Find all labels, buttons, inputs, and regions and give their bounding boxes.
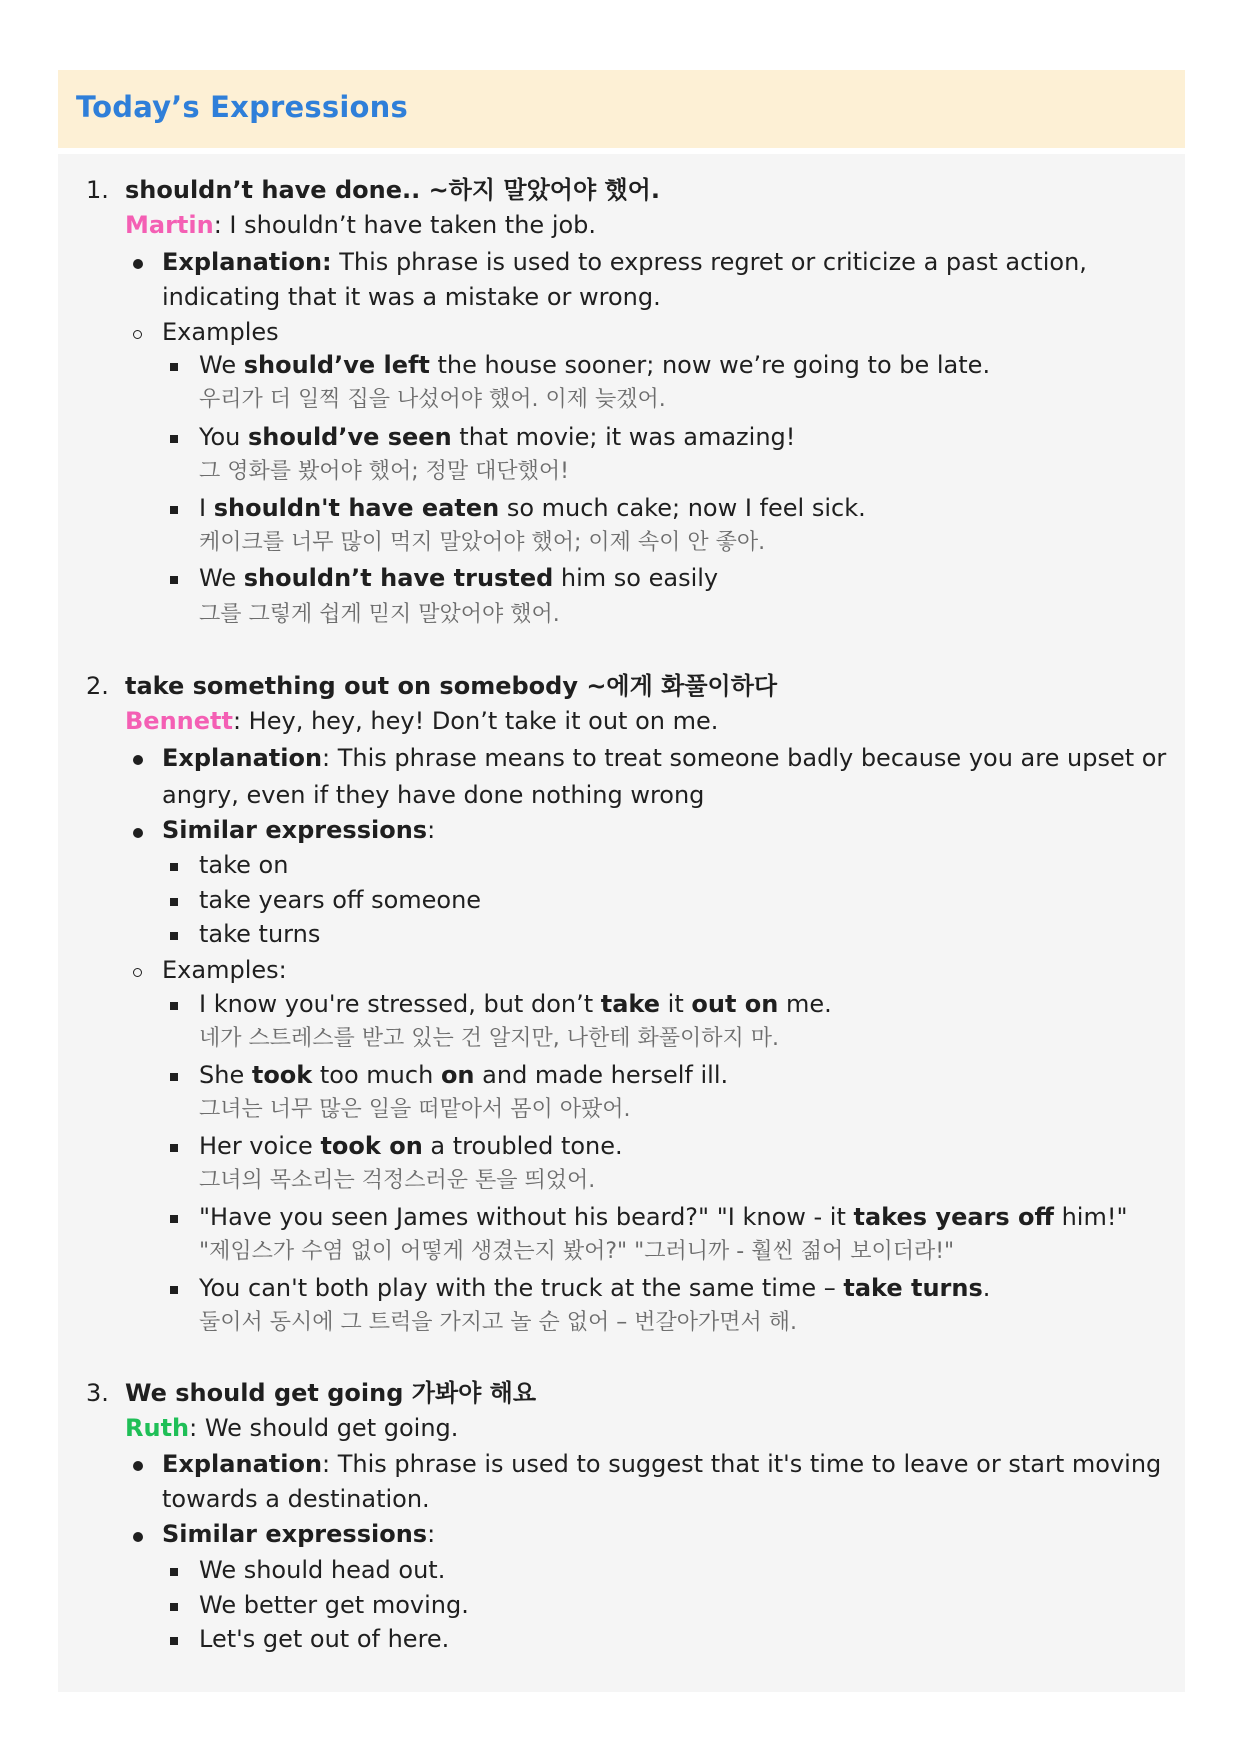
example-sentence: I know you're stressed, but don’t take it out on me. — [199, 990, 832, 1018]
bullet-icon — [133, 755, 143, 765]
examples-label: Examples: — [162, 956, 287, 984]
explanation-text: : This phrase is used to suggest that it's time to leave or start moving — [322, 1450, 1162, 1478]
example-translation: 둘이서 동시에 그 트럭을 가지고 놀 순 없어 – 번갈아가면서 해. — [199, 1310, 797, 1335]
square-bullet-icon — [170, 506, 178, 514]
explanation — [162, 247, 1087, 277]
square-bullet-icon — [170, 1002, 178, 1010]
explanation — [162, 743, 1166, 773]
circle-bullet-icon — [133, 330, 142, 339]
square-bullet-icon — [170, 1603, 178, 1611]
similar-expression: take years off someone — [199, 886, 482, 914]
example-translation: "제임스가 수염 없이 어떻게 생겼는지 봤어?" "그러니까 - 훨씬 젊어 보이더라!" — [199, 1239, 955, 1264]
square-bullet-icon — [170, 1286, 178, 1294]
example-sentence: I shouldn't have eaten so much cake; now I feel sick. — [199, 494, 866, 522]
square-bullet-icon — [170, 1637, 178, 1645]
bullet-icon — [133, 828, 143, 838]
example-sentence: You can't both play with the truck at the same time – take turns. — [199, 1274, 991, 1302]
explanation-text: : This phrase means to treat someone badly because you are upset or — [322, 744, 1167, 772]
bullet-icon — [133, 1461, 143, 1471]
speaker-name: Bennett — [125, 707, 233, 735]
bullet-icon — [133, 259, 143, 269]
explanation-label: Explanation — [162, 744, 323, 772]
similar-expression: We better get moving. — [199, 1591, 469, 1619]
bullet-icon — [133, 1532, 143, 1542]
example-sentence: We shouldn’t have trusted him so easily — [199, 564, 719, 592]
circle-bullet-icon — [133, 968, 142, 977]
explanation-cont: towards a destination. — [162, 1485, 430, 1513]
expression-title: We should get going 가봐야 해요 — [125, 1379, 537, 1407]
similar-expression: Let's get out of here. — [199, 1625, 450, 1653]
page-title: Today’s Expressions — [76, 90, 408, 124]
example-translation: 그를 그렇게 쉽게 믿지 말았어야 했어. — [199, 602, 560, 627]
example-translation: 케이크를 너무 많이 먹지 말았어야 했어; 이제 속이 안 좋아. — [199, 530, 766, 555]
example-translation: 그녀의 목소리는 걱정스러운 톤을 띄었어. — [199, 1168, 596, 1193]
section-title — [125, 175, 660, 205]
square-bullet-icon — [170, 863, 178, 871]
explanation-text: This phrase is used to express regret or criticize a past action, — [331, 248, 1087, 276]
similar-expressions-label: Similar expressions: — [162, 1520, 436, 1548]
square-bullet-icon — [170, 363, 178, 371]
square-bullet-icon — [170, 1144, 178, 1152]
speaker-name: Ruth — [125, 1414, 190, 1442]
similar-expression: take on — [199, 851, 289, 879]
square-bullet-icon — [170, 435, 178, 443]
explanation-cont: indicating that it was a mistake or wrong. — [162, 283, 661, 311]
square-bullet-icon — [170, 1073, 178, 1081]
expression-title: shouldn’t have done.. ~하지 말았어야 했어. — [125, 176, 660, 204]
dialogue-line — [125, 210, 596, 240]
section-title — [125, 671, 777, 701]
dialogue-line — [125, 706, 718, 736]
square-bullet-icon — [170, 898, 178, 906]
explanation — [162, 1449, 1161, 1479]
section-number: 1. — [86, 176, 109, 204]
header-banner — [58, 70, 1185, 148]
example-sentence: "Have you seen James without his beard?" "I know - it takes years off him!" — [199, 1203, 1128, 1231]
explanation-label: Explanation: — [162, 248, 332, 276]
example-translation: 네가 스트레스를 받고 있는 건 알지만, 나한테 화풀이하지 마. — [199, 1026, 779, 1051]
square-bullet-icon — [170, 576, 178, 584]
examples-label: Examples — [162, 318, 279, 346]
dialogue-text: : Hey, hey, hey! Don’t take it out on me. — [232, 707, 719, 735]
square-bullet-icon — [170, 1215, 178, 1223]
example-translation: 우리가 더 일찍 집을 나섰어야 했어. 이제 늦겠어. — [199, 387, 666, 412]
section-number: 3. — [86, 1379, 109, 1407]
example-sentence: Her voice took on a troubled tone. — [199, 1132, 623, 1160]
square-bullet-icon — [170, 1568, 178, 1576]
dialogue-text: : We should get going. — [189, 1414, 459, 1442]
dialogue-text: : I shouldn’t have taken the job. — [213, 211, 597, 239]
speaker-name: Martin — [125, 211, 214, 239]
explanation-cont: angry, even if they have done nothing wrong — [162, 781, 705, 809]
expression-title: take something out on somebody ~에게 화풀이하다 — [125, 672, 778, 700]
similar-expression: We should head out. — [199, 1556, 446, 1584]
similar-expressions-label: Similar expressions: — [162, 816, 436, 844]
square-bullet-icon — [170, 932, 178, 940]
section-number: 2. — [86, 672, 109, 700]
dialogue-line — [125, 1413, 458, 1443]
example-sentence: We should’ve left the house sooner; now we’re going to be late. — [199, 351, 991, 379]
example-sentence: She took too much on and made herself ill. — [199, 1061, 729, 1089]
explanation-label: Explanation — [162, 1450, 323, 1478]
example-translation: 그 영화를 봤어야 했어; 정말 대단했어! — [199, 459, 569, 484]
similar-expression: take turns — [199, 920, 321, 948]
section-title — [125, 1378, 536, 1408]
example-sentence: You should’ve seen that movie; it was amazing! — [199, 423, 796, 451]
example-translation: 그녀는 너무 많은 일을 떠맡아서 몸이 아팠어. — [199, 1097, 631, 1122]
